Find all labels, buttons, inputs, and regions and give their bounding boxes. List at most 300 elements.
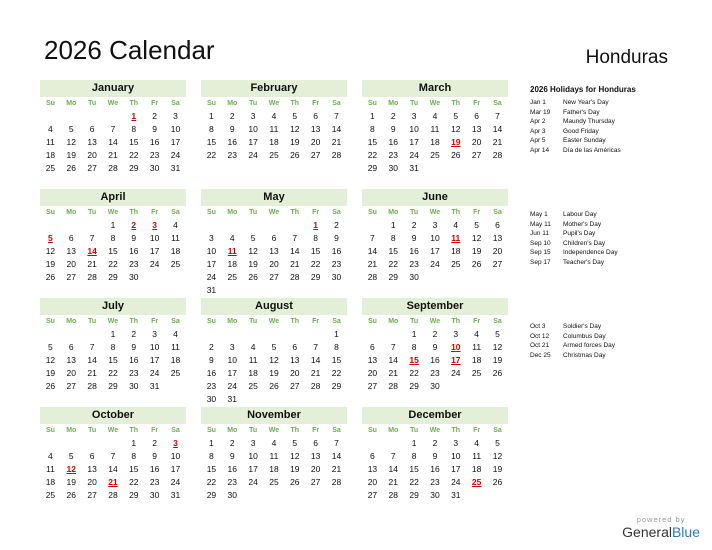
day-cell: 11: [269, 124, 279, 134]
day-cell: 16: [331, 246, 342, 256]
day-cell: 15: [331, 355, 342, 365]
month-name: December: [362, 407, 508, 424]
day-cell: 18: [471, 355, 482, 365]
day-cell: 26: [471, 259, 482, 269]
day-cell: 24: [170, 150, 181, 160]
holiday-name: Pupil's Day: [563, 230, 596, 238]
day-cell: 14: [492, 124, 503, 134]
day-cell: 7: [89, 233, 95, 243]
day-cell: 29: [108, 381, 118, 391]
day-cell: 29: [206, 490, 217, 500]
weekday-label: Su: [45, 318, 55, 325]
day-cell: 25: [248, 381, 258, 391]
holiday-day-cell: 3: [152, 220, 157, 230]
empty-cell: [362, 328, 383, 341]
empty-cell: [82, 437, 103, 450]
day-cell: 30: [409, 272, 419, 282]
holiday-name: Columbus Day: [563, 332, 606, 340]
day-cell: 9: [131, 342, 137, 352]
day-cell: 3: [173, 111, 178, 121]
day-cell: 27: [66, 381, 76, 391]
day-cell: 17: [248, 137, 258, 147]
day-cell: 6: [68, 342, 74, 352]
holiday-date: Mar 19: [530, 108, 551, 116]
holiday-date: Apr 14: [530, 146, 550, 154]
month-name: November: [201, 407, 347, 424]
empty-cell: [264, 328, 285, 341]
day-cell: 18: [248, 368, 258, 378]
day-cell: 22: [129, 150, 139, 160]
holiday-name: Independence Day: [563, 249, 618, 257]
day-cell: 13: [492, 233, 503, 243]
day-cell: 8: [209, 451, 214, 461]
day-cell: 26: [269, 381, 279, 391]
day-cell: 25: [45, 163, 56, 173]
day-cell: 12: [471, 233, 482, 243]
holiday-name: Soldier's Day: [563, 323, 602, 330]
day-cell: 24: [409, 150, 419, 160]
holiday-group: [530, 322, 690, 360]
day-cell: 13: [290, 355, 300, 365]
day-cell: 26: [290, 150, 300, 160]
day-cell: 31: [170, 490, 181, 500]
day-cell: 2: [152, 438, 157, 448]
day-cell: 10: [149, 342, 160, 352]
day-cell: 27: [367, 381, 378, 391]
day-cell: 7: [110, 451, 116, 461]
month-september: [362, 298, 508, 393]
country-name: Honduras: [585, 47, 668, 68]
day-cell: 30: [129, 272, 139, 282]
weekday-label: We: [107, 318, 119, 325]
day-cell: 16: [409, 246, 419, 256]
day-cell: 15: [108, 246, 118, 256]
day-cell: 24: [170, 477, 181, 487]
day-cell: 21: [367, 259, 378, 269]
day-cell: 25: [269, 150, 279, 160]
day-cell: 27: [87, 490, 97, 500]
day-cell: 1: [370, 111, 375, 121]
day-cell: 28: [388, 381, 398, 391]
day-cell: 31: [451, 490, 461, 500]
weekday-label: Tu: [249, 100, 258, 107]
day-cell: 14: [108, 137, 118, 147]
day-cell: 4: [453, 220, 459, 230]
brand-footer: [622, 515, 700, 540]
holiday-name: Christmas Day: [563, 351, 606, 359]
day-cell: 4: [432, 111, 438, 121]
day-cell: 9: [390, 124, 396, 134]
day-cell: 3: [453, 329, 459, 339]
weekday-label: Th: [451, 427, 461, 434]
day-cell: 12: [492, 451, 503, 461]
day-cell: 12: [492, 342, 503, 352]
day-cell: 5: [48, 342, 53, 352]
day-cell: 21: [108, 150, 118, 160]
weekday-label: We: [429, 100, 441, 107]
holiday-date: Apr 3: [530, 127, 546, 135]
empty-cell: [284, 328, 305, 341]
day-cell: 28: [108, 163, 118, 173]
month-january: [40, 80, 186, 175]
day-cell: 9: [411, 233, 417, 243]
empty-cell: [103, 110, 124, 123]
holiday-row: [530, 258, 690, 268]
weekday-label: Su: [206, 100, 216, 107]
day-cell: 19: [492, 464, 503, 474]
weekday-label: Su: [206, 427, 216, 434]
holiday-list: [530, 84, 636, 359]
day-cell: 3: [250, 438, 256, 448]
day-cell: 12: [290, 451, 300, 461]
weekday-label: Mo: [388, 209, 399, 216]
day-grid: [40, 424, 186, 502]
weekday-label: Mo: [66, 318, 77, 325]
day-cell: 29: [310, 272, 321, 282]
day-cell: 10: [451, 451, 461, 461]
day-cell: 15: [108, 355, 118, 365]
weekday-label: Tu: [249, 427, 258, 434]
day-cell: 19: [66, 477, 76, 487]
empty-cell: [40, 437, 61, 450]
day-cell: 18: [269, 464, 279, 474]
day-cell: 29: [331, 381, 342, 391]
holiday-date: Jan 1: [530, 99, 546, 106]
day-cell: 13: [310, 124, 321, 134]
day-cell: 12: [290, 124, 300, 134]
weekday-label: Su: [206, 318, 216, 325]
weekday-label: We: [268, 100, 280, 107]
day-cell: 2: [432, 329, 438, 339]
empty-cell: [201, 328, 222, 341]
day-cell: 26: [66, 163, 76, 173]
day-cell: 26: [492, 477, 503, 487]
holiday-day-cell: 12: [66, 464, 76, 474]
day-cell: 10: [227, 355, 237, 365]
day-cell: 26: [492, 368, 503, 378]
day-cell: 25: [269, 477, 279, 487]
empty-cell: [82, 328, 103, 341]
weekday-label: Tu: [249, 318, 258, 325]
day-cell: 16: [149, 137, 160, 147]
day-cell: 1: [110, 329, 116, 339]
day-cell: 17: [149, 246, 160, 256]
weekday-label: Fr: [151, 318, 159, 325]
day-cell: 10: [149, 233, 160, 243]
empty-cell: [243, 219, 264, 232]
day-cell: 19: [492, 355, 503, 365]
day-cell: 13: [87, 464, 97, 474]
empty-cell: [201, 219, 222, 232]
day-cell: 23: [129, 368, 139, 378]
day-cell: 19: [66, 150, 76, 160]
weekday-label: Mo: [66, 209, 77, 216]
empty-cell: [383, 437, 404, 450]
day-cell: 22: [108, 368, 118, 378]
weekday-label: We: [107, 427, 119, 434]
day-cell: 23: [430, 368, 440, 378]
day-cell: 13: [367, 355, 378, 365]
empty-cell: [383, 328, 404, 341]
day-cell: 24: [149, 368, 160, 378]
month-name: July: [40, 298, 186, 315]
holiday-day-cell: 17: [451, 355, 461, 365]
day-cell: 11: [171, 233, 180, 243]
day-cell: 14: [388, 464, 398, 474]
day-cell: 28: [290, 272, 300, 282]
weekday-label: Mo: [388, 318, 399, 325]
holiday-name: Good Friday: [563, 127, 599, 135]
weekday-label: Th: [290, 427, 300, 434]
day-cell: 18: [170, 246, 181, 256]
day-cell: 23: [206, 381, 217, 391]
empty-cell: [362, 219, 383, 232]
holiday-date: Sep 17: [530, 258, 551, 266]
weekday-label: Tu: [410, 427, 419, 434]
day-cell: 24: [430, 259, 440, 269]
day-cell: 26: [451, 150, 461, 160]
day-cell: 20: [471, 137, 482, 147]
day-cell: 27: [492, 259, 503, 269]
day-cell: 24: [149, 259, 160, 269]
weekday-label: We: [268, 427, 280, 434]
weekday-label: We: [429, 427, 441, 434]
weekday-label: Th: [290, 318, 300, 325]
day-cell: 2: [432, 438, 438, 448]
weekday-label: Th: [290, 100, 300, 107]
day-cell: 23: [227, 150, 237, 160]
day-cell: 15: [206, 137, 217, 147]
day-cell: 28: [87, 272, 97, 282]
month-name: September: [362, 298, 508, 315]
holiday-name: Día de las Américas: [563, 146, 621, 154]
month-name: March: [362, 80, 508, 97]
day-cell: 20: [87, 150, 97, 160]
day-cell: 17: [248, 464, 258, 474]
day-cell: 30: [149, 490, 160, 500]
weekday-label: Th: [129, 318, 139, 325]
day-cell: 12: [269, 355, 279, 365]
month-july: [40, 298, 186, 393]
weekday-label: Su: [206, 209, 216, 216]
day-cell: 7: [292, 233, 298, 243]
holiday-date: Oct 21: [530, 342, 550, 350]
day-cell: 23: [388, 150, 398, 160]
weekday-label: We: [268, 318, 280, 325]
day-cell: 10: [170, 451, 181, 461]
day-cell: 23: [430, 477, 440, 487]
weekday-label: Fr: [312, 318, 320, 325]
day-cell: 31: [227, 394, 237, 404]
weekday-label: Tu: [88, 209, 97, 216]
day-cell: 31: [170, 163, 181, 173]
weekday-label: Su: [367, 209, 377, 216]
holiday-day-cell: 1: [313, 220, 318, 230]
empty-cell: [82, 219, 103, 232]
day-cell: 22: [388, 259, 398, 269]
day-cell: 9: [229, 124, 235, 134]
weekday-label: Tu: [88, 100, 97, 107]
month-february: [201, 80, 347, 162]
day-cell: 13: [269, 246, 279, 256]
weekday-label: Tu: [410, 100, 419, 107]
day-cell: 16: [129, 246, 139, 256]
day-cell: 21: [331, 464, 342, 474]
day-cell: 24: [451, 477, 461, 487]
day-cell: 9: [131, 233, 137, 243]
weekday-label: Th: [290, 209, 300, 216]
weekday-label: Mo: [227, 100, 238, 107]
holiday-day-cell: 2: [131, 220, 137, 230]
day-cell: 15: [206, 464, 217, 474]
day-grid: [362, 315, 508, 393]
weekday-label: Fr: [312, 100, 320, 107]
day-cell: 7: [495, 111, 500, 121]
day-cell: 25: [45, 490, 56, 500]
day-cell: 3: [453, 438, 459, 448]
day-cell: 23: [409, 259, 419, 269]
day-cell: 3: [411, 111, 417, 121]
day-cell: 6: [474, 111, 479, 121]
day-cell: 21: [492, 137, 503, 147]
day-cell: 1: [334, 329, 339, 339]
brand-blue: Blue: [671, 524, 700, 540]
day-cell: 6: [370, 451, 375, 461]
day-cell: 10: [206, 246, 217, 256]
empty-cell: [40, 110, 61, 123]
day-cell: 30: [331, 272, 342, 282]
holiday-row: [530, 351, 690, 361]
day-cell: 29: [129, 163, 139, 173]
day-cell: 15: [367, 137, 378, 147]
month-name: October: [40, 407, 186, 424]
holiday-day-cell: 19: [451, 137, 461, 147]
day-cell: 22: [367, 150, 378, 160]
day-cell: 2: [390, 111, 396, 121]
day-cell: 17: [409, 137, 419, 147]
weekday-label: Sa: [171, 100, 180, 107]
day-cell: 16: [430, 355, 440, 365]
day-cell: 22: [409, 477, 419, 487]
day-cell: 30: [129, 381, 139, 391]
day-cell: 15: [409, 464, 419, 474]
day-cell: 2: [209, 342, 214, 352]
day-cell: 26: [290, 477, 300, 487]
day-cell: 19: [290, 464, 300, 474]
day-cell: 30: [206, 394, 217, 404]
day-cell: 23: [149, 477, 160, 487]
day-cell: 13: [87, 137, 97, 147]
day-cell: 11: [269, 451, 279, 461]
weekday-label: Sa: [332, 100, 341, 107]
day-cell: 12: [45, 246, 56, 256]
day-cell: 11: [472, 451, 482, 461]
day-cell: 28: [108, 490, 118, 500]
weekday-label: Su: [45, 209, 55, 216]
day-cell: 21: [331, 137, 342, 147]
weekday-label: Sa: [171, 427, 180, 434]
day-cell: 6: [68, 233, 74, 243]
day-cell: 22: [310, 259, 321, 269]
day-cell: 5: [292, 438, 298, 448]
weekday-label: Mo: [227, 318, 238, 325]
holiday-row: [530, 341, 690, 351]
day-cell: 5: [495, 329, 500, 339]
holiday-name: Armed forces Day: [563, 342, 616, 350]
day-cell: 13: [310, 451, 321, 461]
empty-cell: [61, 219, 82, 232]
day-cell: 1: [110, 220, 116, 230]
day-cell: 13: [471, 124, 482, 134]
day-cell: 18: [45, 477, 56, 487]
day-cell: 28: [331, 150, 342, 160]
weekday-label: Th: [451, 100, 461, 107]
holiday-date: Sep 10: [530, 239, 551, 247]
day-cell: 18: [269, 137, 279, 147]
day-cell: 23: [149, 150, 160, 160]
month-december: [362, 407, 508, 502]
weekday-label: Tu: [249, 209, 258, 216]
day-cell: 14: [87, 355, 97, 365]
holiday-day-cell: 11: [451, 233, 461, 243]
day-cell: 11: [171, 342, 180, 352]
weekday-label: Th: [451, 318, 461, 325]
weekday-label: Fr: [151, 100, 159, 107]
day-cell: 30: [227, 490, 237, 500]
day-cell: 20: [367, 477, 378, 487]
day-cell: 14: [367, 246, 378, 256]
day-cell: 15: [129, 137, 139, 147]
day-cell: 29: [409, 490, 419, 500]
day-cell: 26: [45, 272, 56, 282]
day-cell: 8: [131, 124, 137, 134]
day-cell: 27: [66, 272, 76, 282]
holiday-row: [530, 210, 690, 220]
day-cell: 28: [492, 150, 503, 160]
weekday-label: Th: [129, 427, 139, 434]
weekday-label: Sa: [493, 209, 502, 216]
day-cell: 28: [310, 381, 321, 391]
day-cell: 4: [271, 111, 277, 121]
day-cell: 22: [129, 477, 139, 487]
day-cell: 8: [313, 233, 318, 243]
holiday-name: Mother's Day: [563, 220, 602, 228]
day-cell: 16: [129, 355, 139, 365]
weekday-label: Sa: [171, 318, 180, 325]
day-cell: 31: [206, 285, 217, 295]
day-cell: 27: [87, 163, 97, 173]
holiday-row: [530, 136, 690, 146]
day-cell: 3: [432, 220, 438, 230]
day-cell: 6: [495, 220, 500, 230]
day-cell: 7: [313, 342, 318, 352]
day-cell: 7: [89, 342, 95, 352]
holiday-name: Father's Day: [563, 108, 600, 116]
day-cell: 20: [310, 137, 321, 147]
day-cell: 4: [48, 451, 53, 461]
weekday-label: We: [429, 318, 441, 325]
holiday-day-cell: 10: [451, 342, 461, 352]
day-cell: 22: [206, 150, 217, 160]
day-cell: 12: [451, 124, 461, 134]
day-cell: 5: [453, 111, 459, 121]
day-cell: 19: [269, 368, 279, 378]
holiday-date: Apr 2: [530, 118, 546, 126]
weekday-label: Fr: [151, 427, 159, 434]
day-cell: 24: [248, 477, 258, 487]
empty-cell: [243, 328, 264, 341]
powered-by-text: powered by: [636, 515, 686, 524]
